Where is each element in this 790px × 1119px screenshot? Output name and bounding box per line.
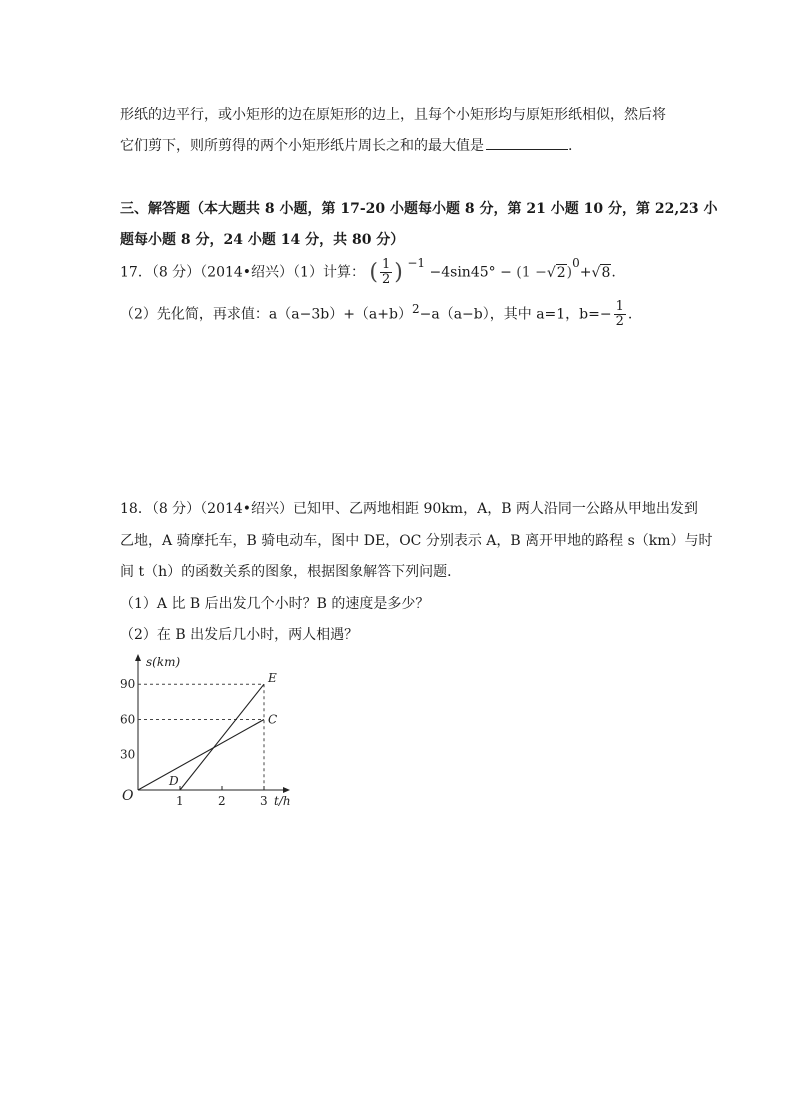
y-axis-arrow <box>135 654 141 661</box>
point-label-D: D <box>169 774 179 788</box>
x-axis-arrow <box>283 787 290 793</box>
q18-line3: 间 t（h）的函数关系的图象，根据图象解答下列问题． <box>120 564 462 580</box>
section3-heading-line1: 三、解答题（本大题共 8 小题，第 17-20 小题每小题 8 分，第 21 小题 10 分，第 22,23 小 <box>120 201 718 217</box>
q17-end: . <box>611 264 616 281</box>
exponent-zero: 0 <box>572 255 580 270</box>
q18-line2: 乙地，A 骑摩托车，B 骑电动车，图中 DE，OC 分别表示 A，B 离开甲地的路程 s（km）与时 <box>120 533 713 549</box>
x-tick-label-1: 1 <box>176 794 184 808</box>
q17-part2 <box>120 300 632 329</box>
fraction-numerator: 1 <box>382 257 391 272</box>
q16-line2-end: . <box>568 138 573 154</box>
series-line-DE <box>180 684 264 790</box>
answer-blank[interactable] <box>486 137 568 150</box>
x-tick-label-2: 2 <box>218 794 226 808</box>
exponent-minus-one: −1 <box>407 255 426 270</box>
x-axis-label: t/h <box>274 794 291 808</box>
series-line-OC <box>138 719 264 790</box>
fraction-b-value <box>614 300 626 329</box>
y-axis-label: s(km) <box>146 655 181 669</box>
point-label-E: E <box>268 671 277 686</box>
q17-part1: 17．（8 分）（2014•绍兴）（1）计算： ( $\frac{1}{2}$ ) −1 −4sin45° − (1 −√2)0+√8. <box>120 255 616 287</box>
y-tick-label-60: 60 <box>120 712 136 727</box>
q17-one-minus: (1 − <box>516 264 547 281</box>
point-label-C: C <box>268 712 278 727</box>
q16-line2-text: 它们剪下，则所剪得的两个小矩形纸片周长之和的最大值是 <box>120 138 484 154</box>
q16-line1: 形纸的边平行，或小矩形的边在原矩形的边上，且每个小矩形均与原矩形纸相似，然后将 <box>120 107 666 123</box>
section3-heading-line2: 题每小题 8 分，24 小题 14 分，共 80 分） <box>120 232 405 248</box>
y-tick-label-30: 30 <box>120 747 136 762</box>
q17-part2-end: . <box>627 306 633 323</box>
sqrt-8: √8 <box>591 264 611 281</box>
q18-sub2: （2）在 B 出发后几小时，两人相遇？ <box>120 627 359 643</box>
b-denominator: 2 <box>615 314 624 329</box>
q18-line1: 18．（8 分）（2014•绍兴）已知甲、乙两地相距 90km，A，B 两人沿同一公路从甲地出发到 <box>120 501 698 517</box>
y-tick-label-90: 90 <box>120 677 136 692</box>
q17-term2: −4sin45° − <box>429 264 512 281</box>
b-numerator: 1 <box>615 299 624 314</box>
fraction-one-half <box>380 258 392 287</box>
q17-close-paren: ) <box>566 264 573 281</box>
q17-plus: + <box>579 264 592 281</box>
q17-part2-text: （2）先化简，再求值：a（a−3b）+（a+b） <box>120 306 412 323</box>
fraction-denominator: 2 <box>382 272 391 287</box>
q18-sub1: （1）A 比 B 后出发几个小时？B 的速度是多少？ <box>120 596 430 612</box>
x-tick-label-3: 3 <box>260 794 268 808</box>
q16-line2 <box>120 135 572 155</box>
origin-label: O <box>122 788 134 804</box>
q17-part2-rest: −a（a−b），其中 a=1，b=− <box>419 306 612 323</box>
sqrt-2: √2 <box>546 264 566 281</box>
distance-time-graph <box>110 650 310 815</box>
q17-intro: 17．（8 分）（2014•绍兴）（1）计算： <box>120 264 365 281</box>
square-exponent: 2 <box>411 301 420 316</box>
